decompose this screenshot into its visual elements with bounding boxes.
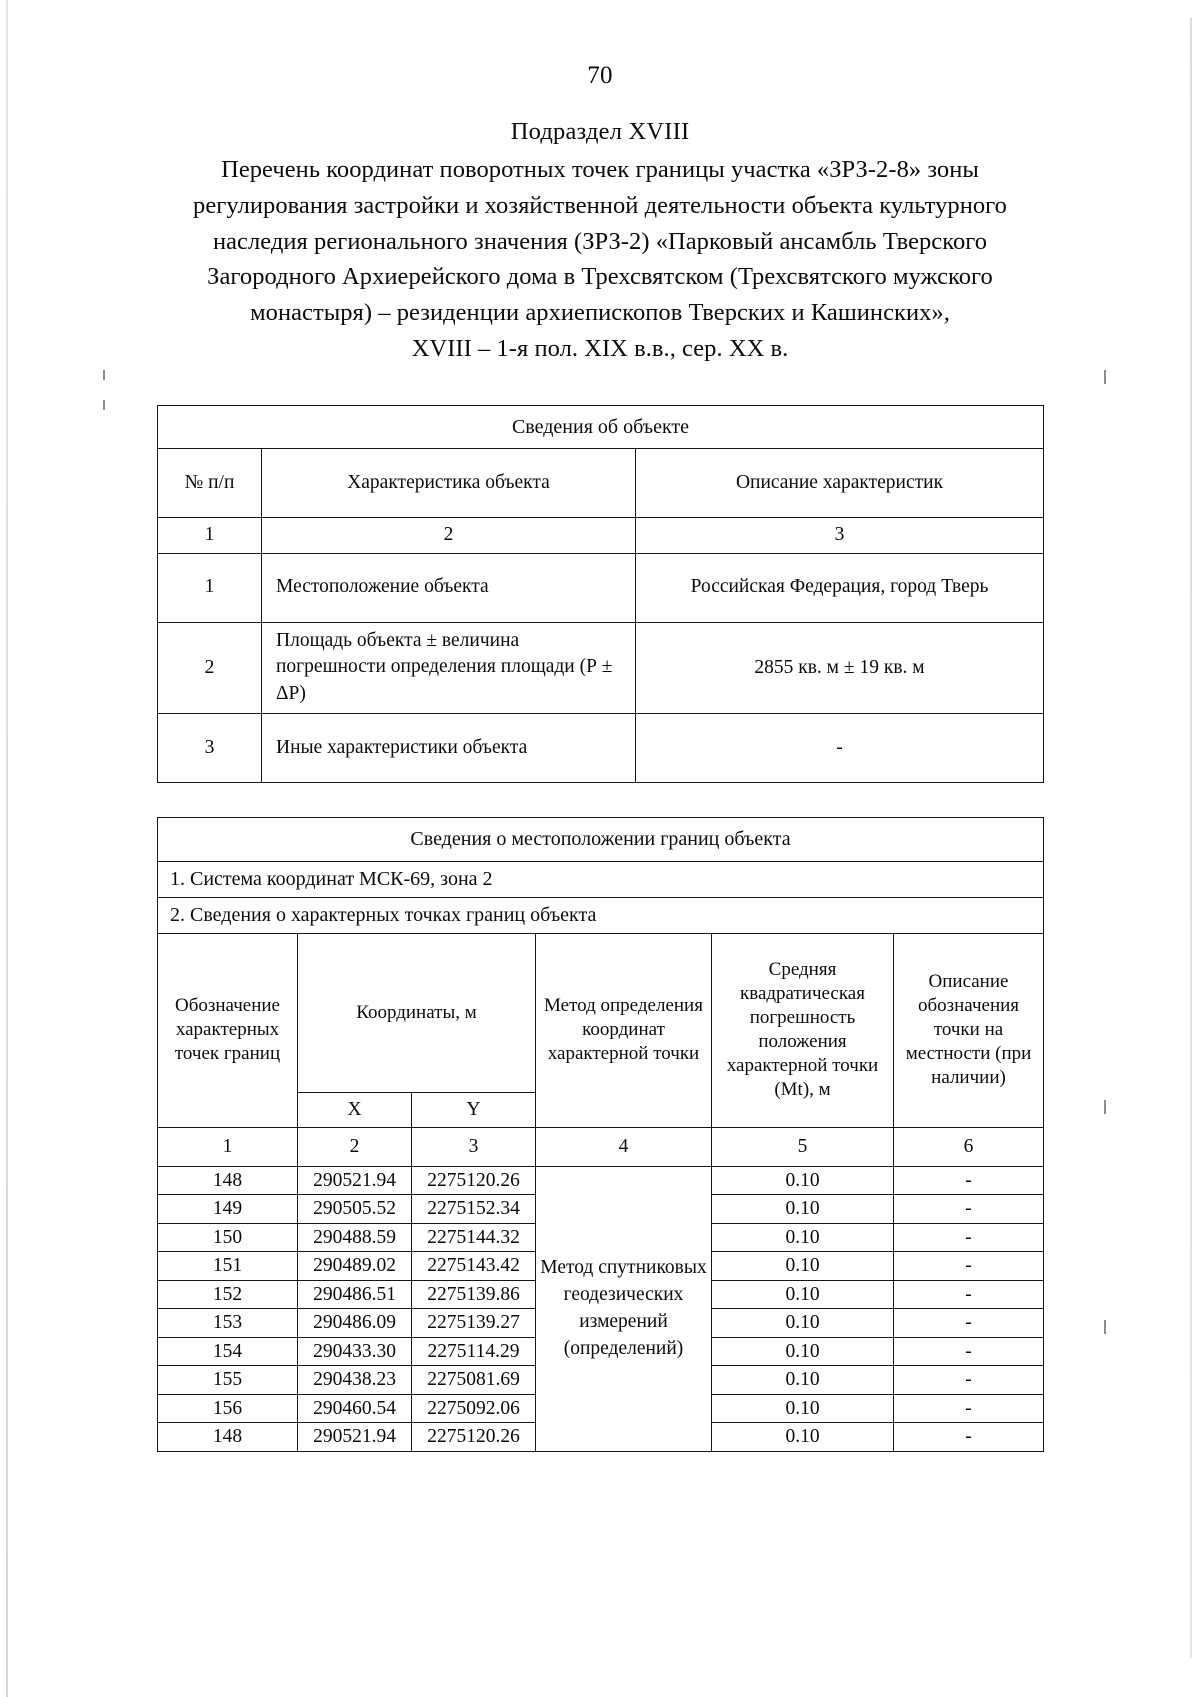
point-y: 2275139.86 [412,1280,536,1309]
colnum-4: 4 [536,1127,712,1166]
point-y: 2275120.26 [412,1423,536,1452]
scan-edge-left [6,0,8,1697]
point-mt: 0.10 [712,1366,894,1395]
point-desc: - [894,1252,1044,1281]
point-number: 150 [158,1223,298,1252]
title-line: наследия регионального значения (ЗРЗ-2) «Парковый ансамбль Тверского [212,227,988,255]
point-y: 2275081.69 [412,1366,536,1395]
table-header-row [158,449,1044,518]
border-points-table [157,817,1044,1452]
title-line: Перечень координат поворотных точек границы участка «ЗРЗ-2-8» зоны [221,156,979,183]
point-y: 2275120.26 [412,1166,536,1195]
table-row [158,553,1044,622]
point-desc: - [894,1423,1044,1452]
point-x: 290433.30 [298,1337,412,1366]
row-num: 1 [158,553,262,622]
scan-tick-mark [103,400,105,410]
point-mt: 0.10 [712,1252,894,1281]
point-number: 148 [158,1423,298,1452]
point-y: 2275092.06 [412,1394,536,1423]
point-number: 149 [158,1195,298,1224]
subsection-title: Подраздел XVIII [510,118,690,145]
point-y: 2275139.27 [412,1309,536,1338]
object-info-table [157,405,1044,784]
tables-container [0,405,1200,1452]
point-mt: 0.10 [712,1309,894,1338]
scan-tick-mark [1104,1320,1106,1334]
coordinate-system-note: 1. Система координат МСК-69, зона 2 [158,862,1044,898]
point-y: 2275152.34 [412,1195,536,1224]
title-line: XVIII – 1-я пол. XIX в.в., сер. XX в. [411,334,789,362]
header-coordinates-group: Координаты, м [298,933,536,1092]
document-title [135,152,1065,367]
point-number: 152 [158,1280,298,1309]
colnum-3: 3 [636,518,1044,553]
point-x: 290521.94 [298,1423,412,1452]
point-desc: - [894,1280,1044,1309]
table-header-row [158,933,1044,1092]
colnum-1: 1 [158,518,262,553]
header-x: X [298,1092,412,1127]
colnum-3: 3 [412,1127,536,1166]
page-number: 70 [587,62,613,89]
point-y: 2275143.42 [412,1252,536,1281]
point-desc: - [894,1366,1044,1395]
point-x: 290488.59 [298,1223,412,1252]
table-row [158,622,1044,714]
point-desc: - [894,1394,1044,1423]
row-characteristic: Иные характеристики объекта [262,714,636,783]
table-separator [157,783,1100,817]
point-mt: 0.10 [712,1195,894,1224]
point-mt: 0.10 [712,1394,894,1423]
point-mt: 0.10 [712,1280,894,1309]
header-description: Описание характеристик [636,449,1044,518]
row-description: 2855 кв. м ± 19 кв. м [636,622,1044,714]
point-x: 290521.94 [298,1166,412,1195]
method-value: Метод спутниковых геодезических измерений (определений) [536,1166,712,1451]
point-number: 148 [158,1166,298,1195]
point-mt: 0.10 [712,1223,894,1252]
point-desc: - [894,1166,1044,1195]
column-number-row [158,518,1044,553]
title-line: Загородного Архиерейского дома в Трехсвятском (Трехсвятского мужского [207,263,993,291]
point-x: 290486.51 [298,1280,412,1309]
colnum-2: 2 [262,518,636,553]
row-characteristic: Площадь объекта ± величина погрешности определения площади (Р ± ΔР) [262,622,636,714]
table-row [158,1166,1044,1195]
point-desc: - [894,1309,1044,1338]
header-point-description: Описание обозначения точки на местности (при наличии) [894,933,1044,1127]
header-y: Y [412,1092,536,1127]
point-desc: - [894,1337,1044,1366]
title-line: монастыря) – резиденции архиепископов Тверских и Кашинских», [250,299,950,327]
header-characteristic: Характеристика объекта [262,449,636,518]
point-number: 151 [158,1252,298,1281]
row-num: 2 [158,622,262,714]
scan-edge-right [1190,18,1192,1658]
table-caption-row [158,818,1044,862]
point-number: 153 [158,1309,298,1338]
scan-tick-mark [1104,1100,1106,1114]
point-number: 156 [158,1394,298,1423]
scan-tick-mark [103,370,105,380]
header-num: № п/п [158,449,262,518]
point-mt: 0.10 [712,1423,894,1452]
point-mt: 0.10 [712,1166,894,1195]
colnum-6: 6 [894,1127,1044,1166]
point-x: 290505.52 [298,1195,412,1224]
points-info-note: 2. Сведения о характерных точках границ объекта [158,897,1044,933]
colnum-1: 1 [158,1127,298,1166]
point-desc: - [894,1195,1044,1224]
colnum-2: 2 [298,1127,412,1166]
point-x: 290460.54 [298,1394,412,1423]
column-number-row [158,1127,1044,1166]
header-error: Средняя квадратическая погрешность положения характерной точки (Mt), м [712,933,894,1127]
point-number: 154 [158,1337,298,1366]
point-x: 290489.02 [298,1252,412,1281]
point-x: 290486.09 [298,1309,412,1338]
point-y: 2275144.32 [412,1223,536,1252]
colnum-5: 5 [712,1127,894,1166]
row-description: Российская Федерация, город Тверь [636,553,1044,622]
table-row [158,714,1044,783]
table-caption-row [158,405,1044,449]
object-table-caption: Сведения об объекте [158,405,1044,449]
point-x: 290438.23 [298,1366,412,1395]
header-method: Метод определения координат характерной точки [536,933,712,1127]
scan-tick-mark [1104,370,1106,384]
point-desc: - [894,1223,1044,1252]
point-y: 2275114.29 [412,1337,536,1366]
row-characteristic: Местоположение объекта [262,553,636,622]
point-number: 155 [158,1366,298,1395]
row-description: - [636,714,1044,783]
title-line: регулирования застройки и хозяйственной деятельности объекта культурного [193,191,1007,219]
borders-table-caption: Сведения о местоположении границ объекта [158,818,1044,862]
header-point-label: Обозначение характерных точек границ [158,933,298,1127]
coordinate-system-row [158,862,1044,898]
row-num: 3 [158,714,262,783]
points-info-row [158,897,1044,933]
point-mt: 0.10 [712,1337,894,1366]
